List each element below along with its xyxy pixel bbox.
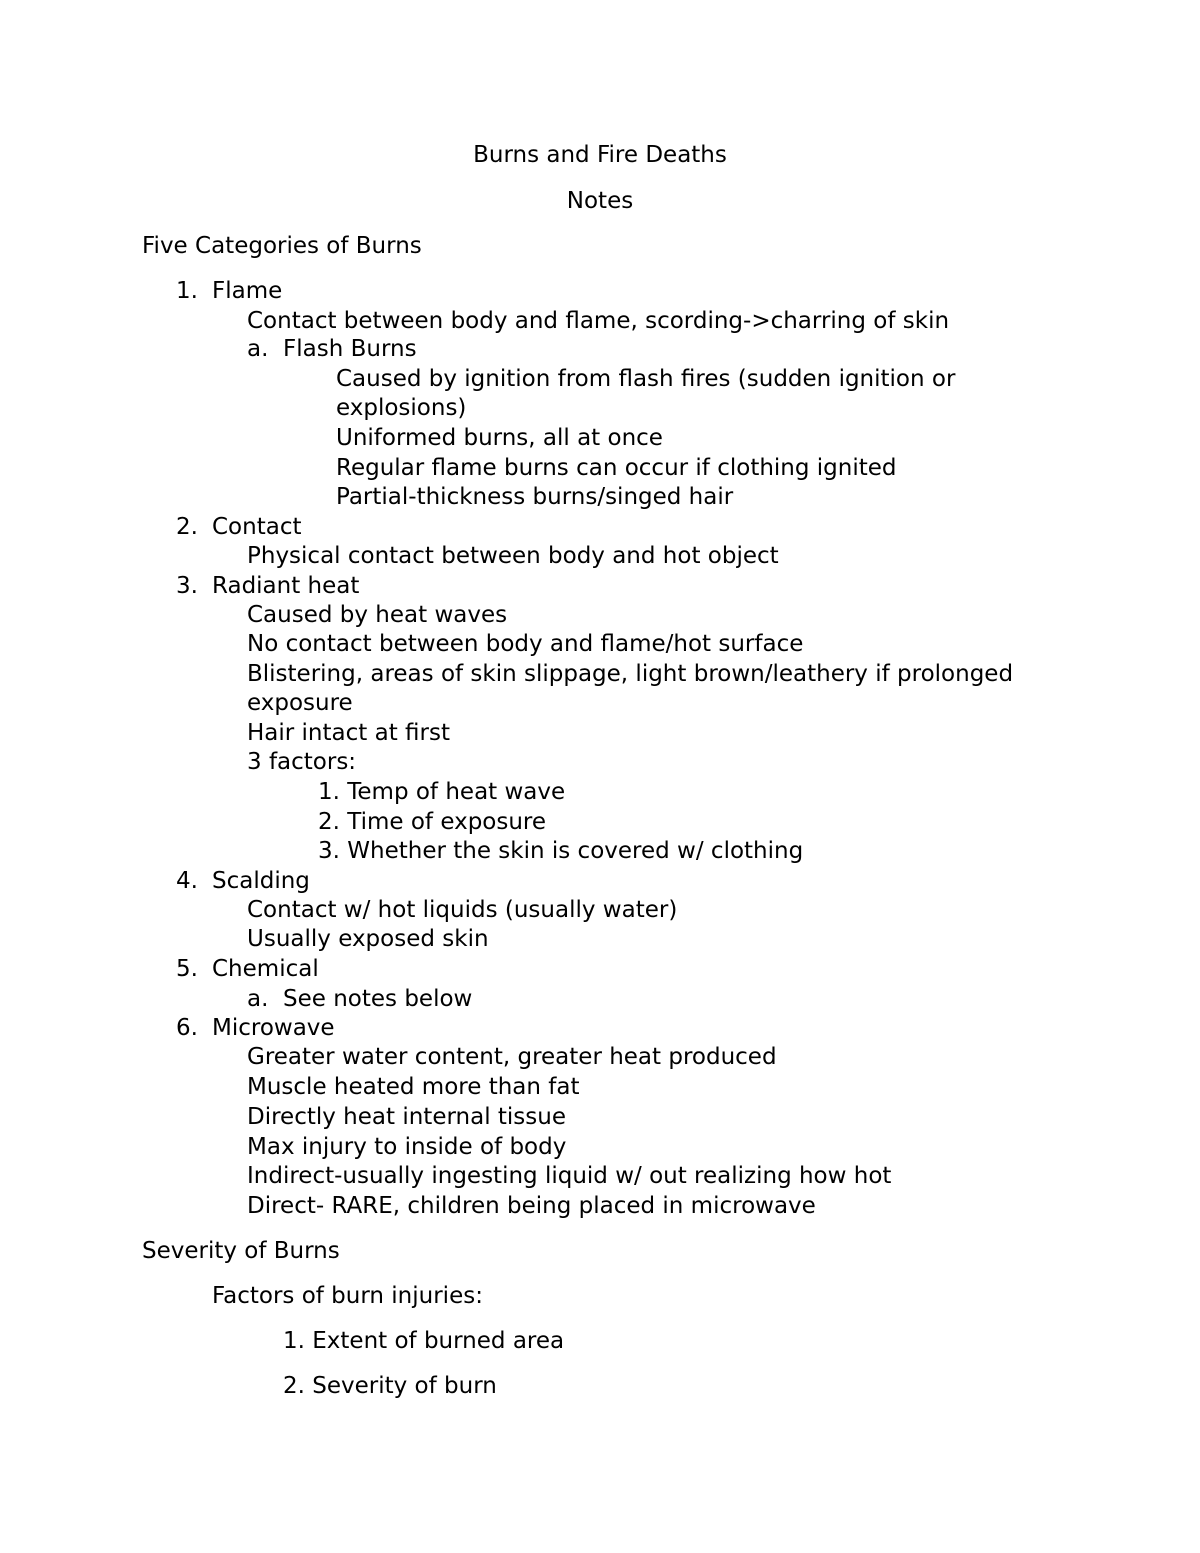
category-item-flame [176,276,282,306]
category-number: 3. [176,573,198,599]
category-item-chemical [176,954,319,984]
category-note: Hair intact at first [247,720,450,746]
subcategory-label: Flash Burns [283,336,417,362]
section-heading-categories: Five Categories of Burns [142,233,422,259]
category-note: Direct- RARE, children being placed in microwave [247,1193,816,1219]
category-note: Usually exposed skin [247,926,489,952]
category-note: exposure [247,690,353,716]
flash-burn-note: Partial-thickness burns/singed hair [336,484,734,510]
category-note: 3 factors: [247,749,357,775]
category-label: Chemical [212,956,319,982]
category-label: Scalding [212,868,310,894]
category-note: Directly heat internal tissue [247,1104,566,1130]
document-subtitle: Notes [566,188,634,214]
category-item-scalding [176,866,310,896]
subcategory-letter: a. [247,336,269,362]
category-number: 5. [176,956,198,982]
category-note: No contact between body and flame/hot surface [247,631,804,657]
category-number: 1. [176,278,198,304]
category-note: Caused by heat waves [247,602,508,628]
radiant-factor: 3. Whether the skin is covered w/ clothing [318,838,804,864]
category-label: Flame [212,278,283,304]
section-heading-severity: Severity of Burns [142,1238,340,1264]
severity-factor: 2. Severity of burn [283,1373,497,1399]
category-label: Radiant heat [212,573,360,599]
category-item-microwave [176,1013,335,1043]
radiant-factor: 1. Temp of heat wave [318,779,566,805]
category-label: Contact [212,514,302,540]
category-note: Contact w/ hot liquids (usually water) [247,897,678,923]
subcategory-item-see-notes [247,984,472,1014]
subcategory-letter: a. [247,986,269,1012]
category-note: Physical contact between body and hot object [247,543,779,569]
category-number: 4. [176,868,198,894]
document-title: Burns and Fire Deaths [473,142,727,168]
category-note: Muscle heated more than fat [247,1074,580,1100]
subcategory-item-flash-burns [247,334,417,364]
severity-factor: 1. Extent of burned area [283,1328,565,1354]
subcategory-label: See notes below [283,986,473,1012]
category-number: 6. [176,1015,198,1041]
category-note: Greater water content, greater heat produced [247,1044,777,1070]
category-description: Contact between body and flame, scording->charring of skin [247,308,950,334]
flash-burn-note: Caused by ignition from flash fires (sudden ignition or [336,366,956,392]
category-item-radiant-heat [176,571,359,601]
flash-burn-note: Regular flame burns can occur if clothing ignited [336,455,897,481]
category-item-contact [176,512,301,542]
radiant-factor: 2. Time of exposure [318,809,547,835]
category-label: Microwave [212,1015,335,1041]
category-note: Blistering, areas of skin slippage, light brown/leathery if prolonged [247,661,1014,687]
flash-burn-note: Uniformed burns, all at once [336,425,663,451]
category-note: Indirect-usually ingesting liquid w/ out realizing how hot [247,1163,892,1189]
factors-heading: Factors of burn injuries: [212,1283,483,1309]
flash-burn-note: explosions) [336,395,467,421]
category-number: 2. [176,514,198,540]
category-note: Max injury to inside of body [247,1134,567,1160]
